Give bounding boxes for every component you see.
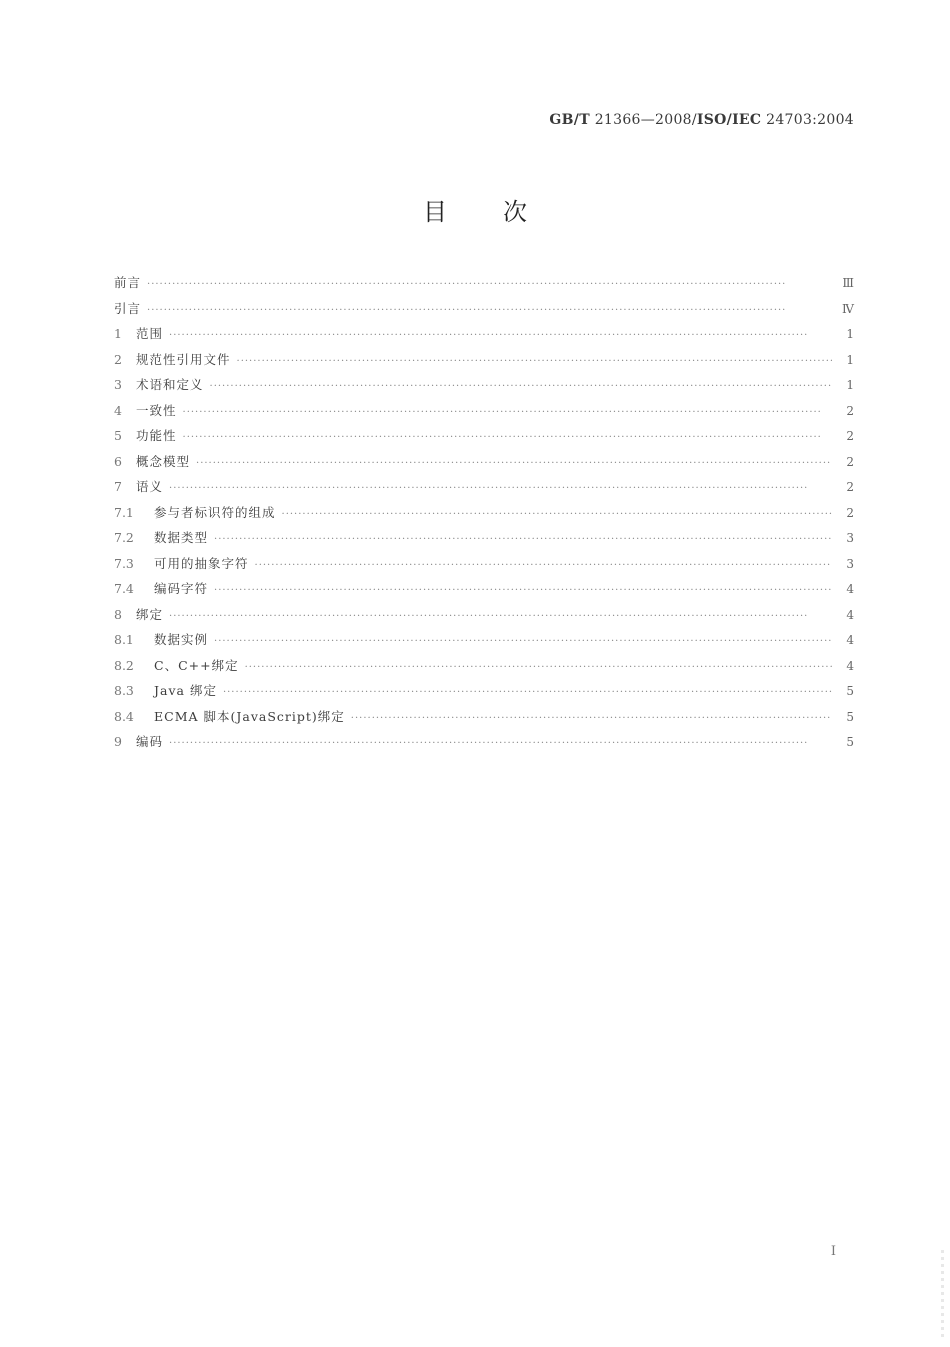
toc-entry-number: 1	[114, 326, 122, 341]
toc-entry-page: 2	[846, 505, 854, 520]
toc-entry-title: 引言	[114, 300, 142, 316]
toc-entry[interactable]	[114, 656, 854, 682]
toc-entry[interactable]	[114, 605, 854, 631]
toc-entry-page: 4	[846, 582, 854, 596]
toc-entry[interactable]	[114, 273, 854, 299]
toc-entry-number: 5	[114, 428, 122, 443]
toc-entry[interactable]	[114, 681, 854, 707]
toc-entry-page: 1	[846, 378, 854, 392]
toc-entry-page: 1	[846, 352, 854, 367]
standard-code-header	[549, 112, 854, 128]
toc-entry-page: 4	[846, 607, 854, 622]
toc-entry-title: 概念模型	[136, 453, 191, 469]
toc-entry-page: 5	[846, 735, 854, 749]
toc-entry-title: C、C++绑定	[154, 657, 239, 673]
toc-entry-page: 1	[846, 327, 854, 341]
toc-leader-dots	[282, 509, 832, 520]
toc-entry-title: 参与者标识符的组成	[154, 504, 276, 520]
page-title: 目次	[423, 198, 583, 226]
scan-edge-mark	[941, 1250, 944, 1340]
toc-leader-dots	[147, 279, 832, 290]
toc-entry-title: 可用的抽象字符	[154, 555, 249, 571]
toc-leader-dots	[169, 330, 832, 341]
toc-leader-dots	[169, 738, 832, 749]
toc-entry-number: 8	[114, 606, 122, 622]
toc-leader-dots	[214, 636, 832, 647]
toc-entry-number: 7.1	[114, 504, 134, 520]
toc-entry-title: Java 绑定	[154, 683, 217, 698]
toc-entry-title: 一致性	[136, 402, 177, 418]
toc-entry-title: 前言	[114, 275, 142, 290]
toc-leader-dots	[147, 305, 832, 316]
toc-entry-number: 8.2	[114, 657, 134, 673]
toc-entry[interactable]	[114, 707, 854, 733]
toc-entry-title: 编码字符	[154, 581, 209, 596]
toc-leader-dots	[245, 662, 832, 673]
toc-entry-number: 7.3	[114, 555, 134, 571]
toc-entry[interactable]	[114, 579, 854, 605]
toc-entry-page: 2	[846, 480, 854, 494]
toc-entry-title: 术语和定义	[136, 377, 204, 392]
toc-leader-dots	[223, 687, 832, 698]
table-of-contents	[114, 273, 854, 758]
toc-leader-dots	[183, 432, 832, 443]
toc-entry-number: 7.2	[114, 530, 134, 545]
toc-entry-title: 绑定	[136, 606, 164, 622]
toc-entry-number: 7.4	[114, 581, 134, 596]
toc-entry[interactable]	[114, 401, 854, 427]
toc-entry[interactable]	[114, 375, 854, 401]
toc-entry[interactable]	[114, 426, 854, 452]
toc-entry-page: 3	[846, 556, 854, 571]
toc-leader-dots	[237, 356, 832, 367]
std-code-number: 21366—2008/	[594, 112, 697, 128]
toc-entry-number: 9	[114, 734, 122, 749]
toc-entry-number: 8.3	[114, 683, 134, 698]
toc-entry[interactable]	[114, 350, 854, 376]
toc-entry-title: 规范性引用文件	[136, 351, 231, 367]
toc-leader-dots	[196, 458, 832, 469]
toc-entry[interactable]	[114, 477, 854, 503]
toc-entry-page: 2	[846, 454, 854, 469]
toc-entry-title: 编码	[136, 734, 164, 749]
toc-leader-dots	[183, 407, 832, 418]
toc-entry-title: 功能性	[136, 428, 177, 443]
toc-entry-number: 2	[114, 351, 122, 367]
toc-leader-dots	[214, 585, 832, 596]
toc-entry-title: 语义	[136, 479, 164, 494]
std-code-prefix: GB/T	[549, 112, 590, 128]
std-code-iso-number: 24703:2004	[766, 112, 854, 128]
toc-entry-title: 数据类型	[154, 530, 209, 545]
toc-entry-title: 数据实例	[154, 632, 209, 647]
toc-entry-number: 3	[114, 377, 122, 392]
toc-entry-number: 4	[114, 402, 122, 418]
toc-leader-dots	[169, 611, 832, 622]
toc-entry-page: 2	[846, 429, 854, 443]
toc-entry-number: 7	[114, 479, 122, 494]
toc-entry-title: ECMA 脚本(JavaScript)绑定	[154, 708, 345, 724]
toc-entry[interactable]	[114, 554, 854, 580]
toc-entry-page: 5	[846, 684, 854, 698]
toc-leader-dots	[214, 534, 832, 545]
toc-leader-dots	[351, 713, 832, 724]
toc-entry[interactable]	[114, 732, 854, 758]
toc-leader-dots	[210, 381, 832, 392]
toc-entry-number: 8.1	[114, 632, 134, 647]
toc-entry-title: 范围	[136, 326, 164, 341]
toc-entry-number: 8.4	[114, 708, 134, 724]
toc-entry-number: 6	[114, 453, 122, 469]
page-number: Ⅰ	[830, 1244, 836, 1259]
std-code-iso: ISO/IEC	[696, 112, 762, 128]
toc-entry-page: 4	[846, 658, 854, 673]
toc-entry[interactable]	[114, 299, 854, 325]
toc-entry[interactable]	[114, 452, 854, 478]
toc-leader-dots	[255, 560, 832, 571]
toc-entry-page: 5	[846, 709, 854, 724]
toc-entry[interactable]	[114, 630, 854, 656]
toc-entry-page: Ⅳ	[842, 301, 854, 316]
toc-entry-page: Ⅲ	[842, 276, 854, 290]
toc-entry[interactable]	[114, 503, 854, 529]
toc-entry[interactable]	[114, 528, 854, 554]
toc-entry-page: 2	[846, 403, 854, 418]
toc-leader-dots	[169, 483, 832, 494]
toc-entry[interactable]	[114, 324, 854, 350]
toc-entry-page: 4	[846, 633, 854, 647]
toc-entry-page: 3	[846, 531, 854, 545]
